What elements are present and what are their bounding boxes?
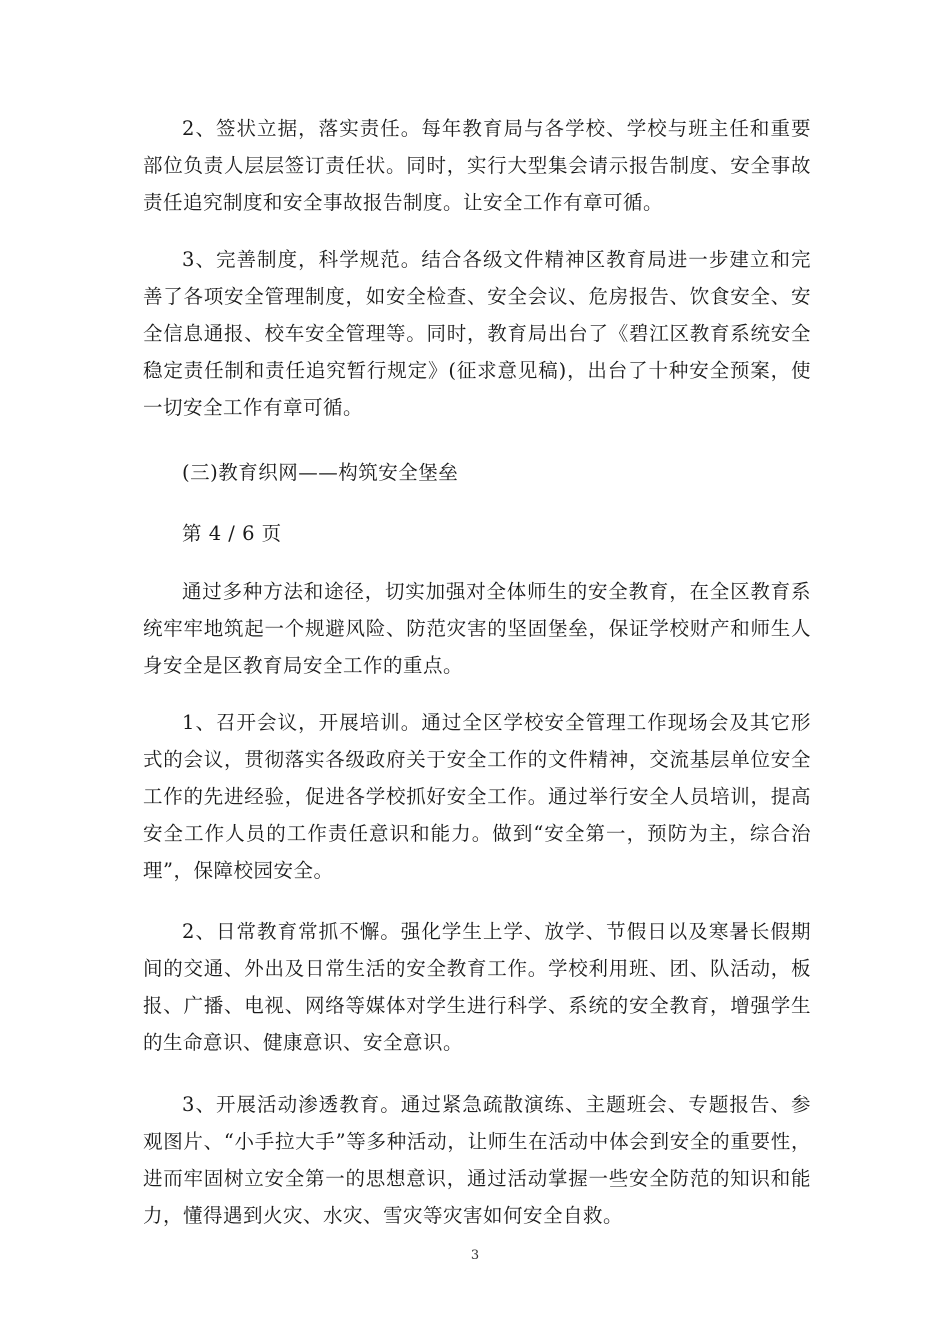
paragraph-responsibility-contracts: 2、签状立据，落实责任。每年教育局与各学校、学校与班主任和重要部位负责人层层签订责任状。同时，实行大型集会请示报告制度、安全事故责任追究制度和安全事故报告制度。让安全工作有章可循。: [143, 117, 811, 214]
page-marker: 第 4 / 6 页: [182, 522, 282, 545]
paragraph-safety-education-intro: 通过多种方法和途径，切实加强对全体师生的安全教育，在全区教育系统牢牢地筑起一个规避风险、防范灾害的坚固堡垒，保证学校财产和师生人身安全是区教育局安全工作的重点。: [143, 580, 811, 677]
paragraph-improve-systems: 3、完善制度，科学规范。结合各级文件精神区教育局进一步建立和完善了各项安全管理制度，如安全检查、安全会议、危房报告、饮食安全、安全信息通报、校车安全管理等。同时，教育局出台了《碧江区教育系统安全稳定责任制和责任追究暂行规定》(征求意见稿)，出台了十种安全预案，使一切安全工作有章可循。: [143, 248, 811, 419]
section-heading-education: (三)教育织网——构筑安全堡垒: [182, 461, 459, 484]
paragraph-meetings-training: 1、召开会议，开展培训。通过全区学校安全管理工作现场会及其它形式的会议，贯彻落实各级政府关于安全工作的文件精神，交流基层单位安全工作的先进经验，促进各学校抓好安全工作。通过举行安全人员培训，提高安全工作人员的工作责任意识和能力。做到“安全第一，预防为主，综合治理”，保障校园安全。: [143, 711, 811, 882]
page-number: 3: [470, 1248, 480, 1263]
paragraph-daily-education: 2、日常教育常抓不懈。强化学生上学、放学、节假日以及寒暑长假期间的交通、外出及日常生活的安全教育工作。学校利用班、团、队活动，板报、广播、电视、网络等媒体对学生进行科学、系统的安全教育，增强学生的生命意识、健康意识、安全意识。: [143, 920, 811, 1054]
paragraph-activities: 3、开展活动渗透教育。通过紧急疏散演练、主题班会、专题报告、参观图片、“小手拉大手”等多种活动，让师生在活动中体会到安全的重要性，进而牢固树立安全第一的思想意识，通过活动掌握一些安全防范的知识和能力，懂得遇到火灾、水灾、雪灾等灾害如何安全自救。: [143, 1093, 811, 1227]
